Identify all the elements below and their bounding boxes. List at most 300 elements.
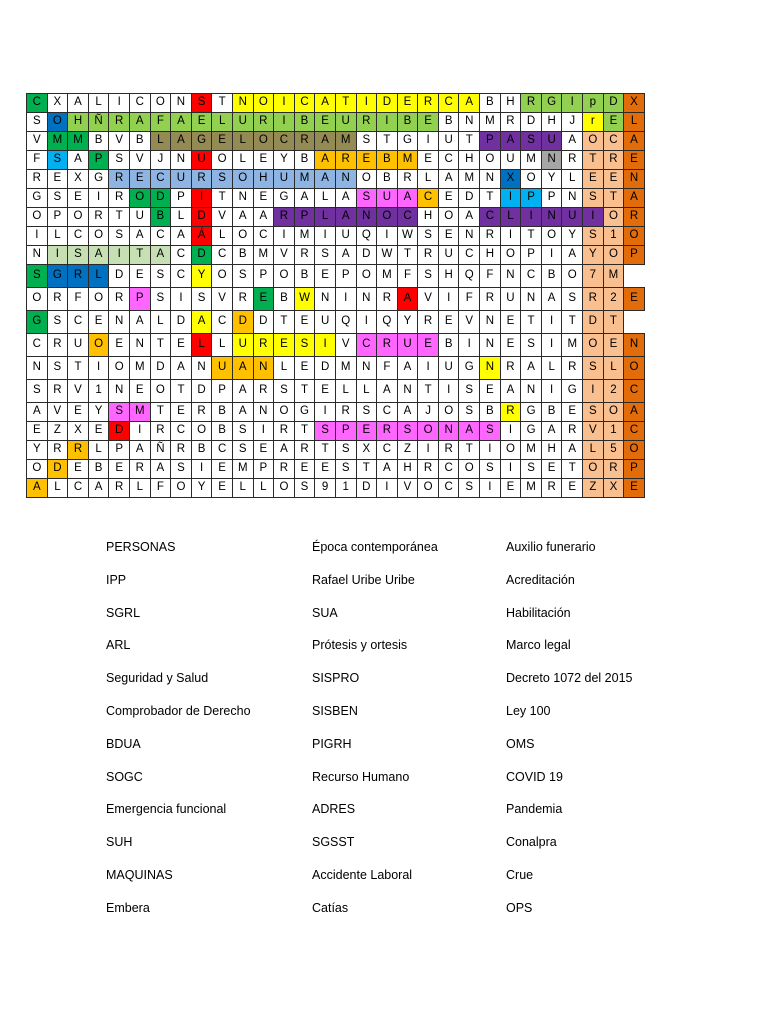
grid-cell: I: [171, 288, 192, 311]
grid-cell: 5: [603, 441, 624, 460]
grid-row: [27, 311, 645, 334]
grid-cell: E: [253, 288, 274, 311]
grid-cell: A: [129, 227, 150, 246]
grid-cell: O: [232, 170, 253, 189]
grid-cell: E: [603, 113, 624, 132]
grid-cell: I: [191, 189, 212, 208]
grid-row: [27, 151, 645, 170]
grid-cell: C: [68, 479, 89, 498]
word-list-item: OMS: [506, 736, 535, 751]
grid-cell: C: [212, 441, 233, 460]
word-list-item: Pandemia: [506, 802, 563, 817]
grid-cell: R: [562, 357, 583, 380]
grid-cell: S: [583, 227, 604, 246]
word-list-item: Crue: [506, 867, 534, 882]
grid-cell: A: [315, 151, 336, 170]
grid-cell: R: [109, 288, 130, 311]
grid-cell: B: [480, 403, 501, 422]
grid-cell: L: [150, 132, 171, 151]
grid-cell: S: [150, 265, 171, 288]
grid-cell: L: [212, 334, 233, 357]
grid-cell: L: [232, 479, 253, 498]
grid-cell: N: [480, 357, 501, 380]
grid-cell: A: [27, 479, 48, 498]
grid-cell: O: [624, 357, 645, 380]
grid-cell: A: [335, 246, 356, 265]
grid-cell: N: [541, 151, 562, 170]
grid-cell: L: [232, 132, 253, 151]
grid-cell: A: [397, 288, 418, 311]
word-list-item: SOGC: [106, 769, 143, 784]
grid-cell: L: [274, 357, 295, 380]
grid-cell: B: [397, 113, 418, 132]
grid-cell: A: [397, 189, 418, 208]
grid-cell: S: [232, 422, 253, 441]
grid-cell: E: [541, 460, 562, 479]
grid-cell: Y: [562, 227, 583, 246]
grid-cell: A: [624, 189, 645, 208]
grid-cell: A: [171, 357, 192, 380]
grid-cell: G: [521, 422, 542, 441]
grid-cell: O: [562, 265, 583, 288]
grid-row: [27, 189, 645, 208]
grid-cell: U: [212, 357, 233, 380]
grid-cell: V: [418, 288, 439, 311]
grid-row: [27, 441, 645, 460]
grid-cell: X: [624, 94, 645, 113]
grid-cell: 7: [583, 265, 604, 288]
grid-cell: S: [335, 441, 356, 460]
word-list-item: Decreto 1072 del 2015: [506, 671, 633, 686]
grid-cell: A: [438, 170, 459, 189]
grid-cell: E: [88, 311, 109, 334]
grid-cell: G: [88, 170, 109, 189]
grid-cell: R: [603, 460, 624, 479]
grid-cell: O: [109, 357, 130, 380]
grid-cell: M: [603, 265, 624, 288]
grid-cell: N: [480, 334, 501, 357]
grid-cell: V: [129, 151, 150, 170]
grid-cell: U: [232, 334, 253, 357]
grid-cell: R: [274, 208, 295, 227]
grid-cell: S: [274, 380, 295, 403]
grid-cell: B: [438, 334, 459, 357]
grid-cell: R: [418, 246, 439, 265]
grid-cell: H: [541, 113, 562, 132]
grid-cell: I: [418, 441, 439, 460]
grid-row: [27, 170, 645, 189]
grid-cell: C: [171, 422, 192, 441]
grid-cell: B: [294, 113, 315, 132]
grid-cell: G: [521, 403, 542, 422]
grid-cell: I: [541, 334, 562, 357]
grid-cell: P: [253, 265, 274, 288]
grid-cell: W: [397, 227, 418, 246]
grid-cell: C: [438, 460, 459, 479]
grid-cell: R: [129, 460, 150, 479]
grid-cell: S: [47, 357, 68, 380]
grid-cell: N: [253, 403, 274, 422]
grid-cell: L: [212, 113, 233, 132]
grid-cell: I: [500, 189, 521, 208]
grid-cell: O: [356, 170, 377, 189]
grid-cell: 1: [603, 422, 624, 441]
grid-cell: E: [624, 151, 645, 170]
word-list-item: Marco legal: [506, 638, 571, 653]
grid-cell: T: [480, 189, 501, 208]
grid-cell: P: [624, 460, 645, 479]
grid-cell: S: [315, 246, 336, 265]
grid-cell: Ñ: [150, 441, 171, 460]
grid-cell: E: [418, 113, 439, 132]
grid-cell: N: [624, 334, 645, 357]
grid-cell: H: [253, 170, 274, 189]
grid-cell: S: [191, 94, 212, 113]
word-list-column: [106, 536, 306, 930]
grid-cell: T: [129, 246, 150, 265]
grid-cell: A: [377, 460, 398, 479]
grid-cell: N: [253, 357, 274, 380]
grid-cell: M: [294, 227, 315, 246]
grid-cell: P: [47, 208, 68, 227]
grid-cell: S: [418, 227, 439, 246]
grid-cell: V: [459, 311, 480, 334]
word-list-item: OPS: [506, 900, 533, 915]
word-list-item: SISPRO: [312, 671, 360, 686]
grid-cell: L: [88, 94, 109, 113]
grid-cell: A: [232, 357, 253, 380]
grid-cell: L: [583, 441, 604, 460]
grid-cell: r: [583, 113, 604, 132]
grid-cell: R: [377, 334, 398, 357]
grid-cell: L: [88, 265, 109, 288]
grid-cell: T: [562, 460, 583, 479]
word-list-item: Seguridad y Salud: [106, 671, 209, 686]
grid-row: [27, 227, 645, 246]
grid-cell: E: [315, 380, 336, 403]
grid-cell: R: [377, 422, 398, 441]
grid-cell: R: [68, 265, 89, 288]
grid-cell: T: [459, 441, 480, 460]
grid-cell: C: [150, 170, 171, 189]
grid-cell: B: [377, 170, 398, 189]
grid-cell: S: [459, 380, 480, 403]
grid-cell: E: [562, 403, 583, 422]
grid-cell: T: [377, 132, 398, 151]
grid-cell: S: [356, 403, 377, 422]
grid-cell: Q: [377, 311, 398, 334]
grid-cell: H: [397, 460, 418, 479]
grid-cell: R: [47, 334, 68, 357]
grid-cell: S: [335, 460, 356, 479]
grid-cell: B: [480, 94, 501, 113]
grid-cell: R: [27, 170, 48, 189]
grid-cell: D: [47, 460, 68, 479]
grid-cell: O: [583, 132, 604, 151]
grid-cell: A: [500, 132, 521, 151]
grid-cell: N: [541, 208, 562, 227]
grid-cell: X: [356, 441, 377, 460]
grid-cell: N: [335, 170, 356, 189]
grid-cell: M: [521, 479, 542, 498]
grid-cell: B: [541, 265, 562, 288]
grid-cell: E: [109, 460, 130, 479]
grid-cell: E: [315, 113, 336, 132]
word-list-item: Embera: [106, 900, 150, 915]
grid-cell: U: [438, 246, 459, 265]
grid-cell: U: [500, 151, 521, 170]
grid-cell: R: [541, 479, 562, 498]
word-list-item: IPP: [106, 572, 127, 587]
grid-cell: A: [541, 288, 562, 311]
grid-cell: T: [294, 422, 315, 441]
grid-cell: B: [88, 132, 109, 151]
grid-cell: R: [418, 460, 439, 479]
grid-cell: O: [438, 208, 459, 227]
grid-cell: C: [294, 94, 315, 113]
word-list-item: Recurso Humano: [312, 769, 410, 784]
grid-cell: C: [438, 479, 459, 498]
grid-cell: R: [88, 208, 109, 227]
grid-cell: O: [541, 227, 562, 246]
grid-cell: B: [212, 403, 233, 422]
word-list-item: BDUA: [106, 736, 141, 751]
grid-cell: O: [88, 227, 109, 246]
grid-cell: E: [418, 334, 439, 357]
grid-cell: D: [603, 94, 624, 113]
grid-cell: C: [397, 208, 418, 227]
grid-row: [27, 113, 645, 132]
grid-cell: T: [294, 380, 315, 403]
grid-cell: O: [150, 380, 171, 403]
grid-cell: O: [27, 460, 48, 479]
grid-cell: S: [109, 151, 130, 170]
grid-cell: Q: [335, 311, 356, 334]
grid-cell: T: [562, 311, 583, 334]
grid-cell: R: [294, 246, 315, 265]
grid-cell: E: [171, 403, 192, 422]
grid-cell: X: [68, 170, 89, 189]
grid-cell: 1: [603, 227, 624, 246]
grid-cell: E: [253, 189, 274, 208]
grid-cell: T: [418, 380, 439, 403]
grid-cell: D: [171, 311, 192, 334]
grid-cell: S: [171, 460, 192, 479]
grid-cell: I: [418, 132, 439, 151]
grid-cell: C: [624, 380, 645, 403]
grid-cell: M: [377, 265, 398, 288]
grid-cell: E: [27, 422, 48, 441]
grid-cell: C: [438, 151, 459, 170]
grid-cell: H: [541, 441, 562, 460]
grid-cell: N: [624, 170, 645, 189]
grid-cell: R: [500, 357, 521, 380]
word-list-item: Prótesis y ortesis: [312, 638, 408, 653]
grid-cell: E: [253, 151, 274, 170]
word-list-item: Catías: [312, 900, 349, 915]
grid-cell: T: [397, 246, 418, 265]
grid-row: [27, 288, 645, 311]
grid-cell: P: [480, 132, 501, 151]
grid-cell: V: [68, 380, 89, 403]
grid-row: [27, 334, 645, 357]
grid-cell: A: [459, 94, 480, 113]
grid-cell: S: [232, 441, 253, 460]
grid-cell: L: [335, 380, 356, 403]
grid-cell: H: [480, 246, 501, 265]
grid-cell: P: [253, 460, 274, 479]
grid-cell: I: [500, 422, 521, 441]
grid-cell: R: [377, 288, 398, 311]
grid-cell: O: [418, 422, 439, 441]
grid-cell: S: [47, 189, 68, 208]
grid-cell: M: [397, 151, 418, 170]
grid-cell: C: [603, 132, 624, 151]
word-list-item: Habilitación: [506, 605, 571, 620]
grid-cell: R: [150, 422, 171, 441]
grid-cell: O: [88, 288, 109, 311]
grid-cell: B: [294, 151, 315, 170]
grid-cell: S: [47, 151, 68, 170]
grid-cell: p: [583, 94, 604, 113]
grid-cell: O: [377, 208, 398, 227]
grid-cell: O: [129, 189, 150, 208]
grid-cell: N: [459, 227, 480, 246]
grid-cell: R: [500, 403, 521, 422]
grid-cell: I: [315, 334, 336, 357]
grid-cell: M: [335, 132, 356, 151]
grid-cell: B: [294, 265, 315, 288]
grid-cell: J: [562, 113, 583, 132]
grid-cell: E: [500, 334, 521, 357]
grid-cell: G: [27, 311, 48, 334]
grid-cell: D: [191, 246, 212, 265]
grid-cell: V: [274, 246, 295, 265]
grid-cell: P: [541, 189, 562, 208]
grid-cell: O: [88, 334, 109, 357]
grid-cell: A: [315, 132, 336, 151]
grid-cell: U: [68, 334, 89, 357]
grid-cell: B: [129, 132, 150, 151]
grid-cell: G: [274, 189, 295, 208]
grid-cell: I: [47, 246, 68, 265]
grid-cell: S: [459, 479, 480, 498]
word-list-item: Accidente Laboral: [312, 867, 413, 882]
grid-cell: A: [191, 311, 212, 334]
grid-cell: I: [356, 311, 377, 334]
grid-cell: T: [274, 311, 295, 334]
grid-cell: R: [418, 311, 439, 334]
grid-cell: N: [191, 357, 212, 380]
grid-cell: X: [68, 422, 89, 441]
grid-cell: A: [129, 441, 150, 460]
grid-cell: C: [212, 311, 233, 334]
grid-cell: T: [212, 94, 233, 113]
grid-cell: E: [109, 334, 130, 357]
word-list-column: [506, 536, 706, 930]
grid-cell: I: [541, 311, 562, 334]
grid-cell: R: [253, 334, 274, 357]
grid-cell: A: [171, 113, 192, 132]
grid-cell: Q: [356, 227, 377, 246]
grid-cell: D: [315, 357, 336, 380]
grid-cell: 2: [603, 288, 624, 311]
grid-cell: O: [171, 479, 192, 498]
grid-cell: S: [521, 132, 542, 151]
grid-cell: R: [109, 170, 130, 189]
grid-cell: A: [274, 441, 295, 460]
grid-cell: A: [562, 441, 583, 460]
grid-cell: I: [562, 94, 583, 113]
grid-cell: P: [171, 189, 192, 208]
grid-cell: R: [109, 189, 130, 208]
grid-cell: H: [68, 113, 89, 132]
grid-cell: G: [397, 132, 418, 151]
grid-cell: V: [212, 288, 233, 311]
grid-row: [27, 265, 645, 288]
grid-cell: U: [397, 334, 418, 357]
grid-cell: L: [541, 357, 562, 380]
grid-cell: S: [315, 422, 336, 441]
grid-cell: G: [47, 265, 68, 288]
grid-cell: V: [27, 132, 48, 151]
grid-cell: U: [315, 311, 336, 334]
grid-cell: A: [562, 132, 583, 151]
grid-cell: A: [129, 311, 150, 334]
grid-cell: R: [191, 170, 212, 189]
grid-cell: N: [171, 94, 192, 113]
grid-cell: S: [212, 170, 233, 189]
grid-cell: P: [88, 151, 109, 170]
grid-cell: I: [315, 403, 336, 422]
grid-cell: A: [377, 380, 398, 403]
grid-cell: E: [212, 479, 233, 498]
grid-cell: H: [418, 208, 439, 227]
grid-row: [27, 208, 645, 227]
word-list-item: SGRL: [106, 605, 141, 620]
grid-row: [27, 132, 645, 151]
grid-cell: L: [150, 311, 171, 334]
grid-cell: H: [459, 151, 480, 170]
grid-cell: 1: [88, 380, 109, 403]
grid-cell: P: [294, 208, 315, 227]
grid-cell: R: [603, 151, 624, 170]
grid-cell: V: [109, 132, 130, 151]
grid-cell: R: [109, 479, 130, 498]
grid-cell: U: [171, 170, 192, 189]
grid-row: [27, 380, 645, 403]
grid-cell: R: [356, 113, 377, 132]
grid-cell: B: [438, 113, 459, 132]
grid-cell: N: [27, 357, 48, 380]
grid-cell: S: [521, 334, 542, 357]
grid-cell: A: [27, 403, 48, 422]
grid-cell: L: [129, 479, 150, 498]
grid-cell: O: [212, 265, 233, 288]
grid-cell: C: [171, 246, 192, 265]
word-list-item: Auxilio funerario: [506, 540, 596, 554]
grid-cell: E: [212, 460, 233, 479]
grid-cell: S: [27, 380, 48, 403]
grid-cell: D: [253, 311, 274, 334]
grid-cell: R: [397, 170, 418, 189]
grid-cell: E: [624, 288, 645, 311]
grid-cell: I: [500, 227, 521, 246]
grid-cell: A: [624, 132, 645, 151]
grid-cell: I: [541, 246, 562, 265]
grid-cell: I: [109, 94, 130, 113]
grid-cell: E: [47, 170, 68, 189]
